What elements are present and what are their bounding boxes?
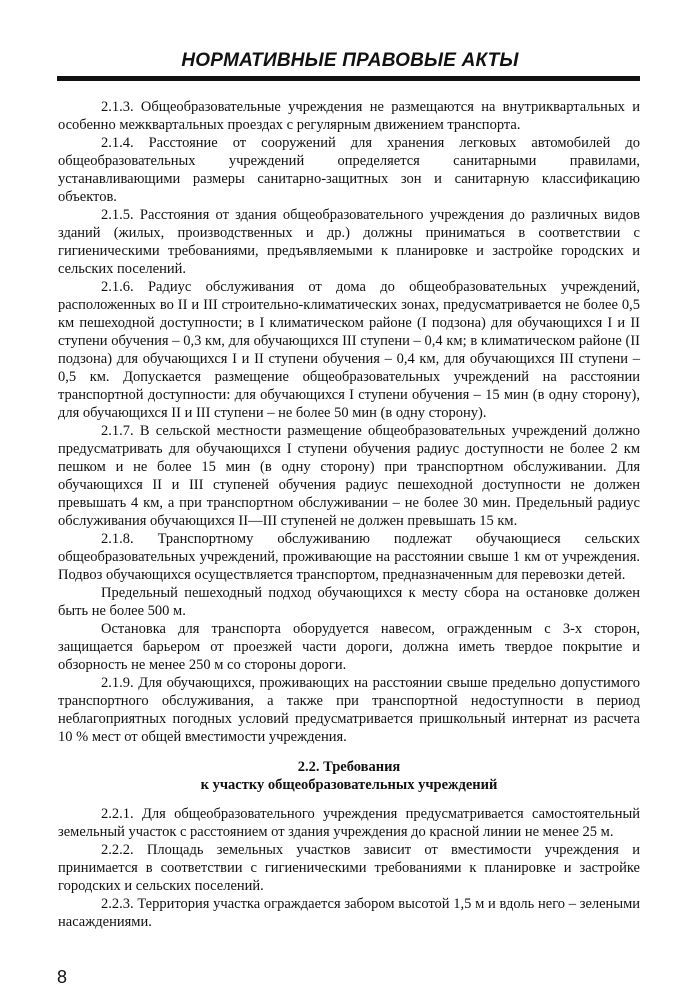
paragraph-2-2-3: 2.2.3. Территория участка ограждается забором высотой 1,5 м и вдоль него – зелеными насаждениями. xyxy=(58,896,640,930)
paragraph-2-1-3: 2.1.3. Общеобразовательные учреждения не размещаются на внутриквартальных и особенно межквартальных проездах с регулярным движением транспорта. xyxy=(58,99,640,133)
paragraph-2-2-1: 2.2.1. Для общеобразовательного учреждения предусматривается самостоятельный земельный участок с расстоянием от здания учреждения до красной линии не менее 25 м. xyxy=(58,806,640,840)
paragraph-2-2-2: 2.2.2. Площадь земельных участков зависит от вместимости учреждения и принимается в соответствии с гигиеническими требованиями к планировке и застройке городских и сельских поселений. xyxy=(58,842,640,894)
section-heading-2-2 xyxy=(58,758,640,794)
paragraph-2-1-9: 2.1.9. Для обучающихся, проживающих на расстоянии свыше предельно допустимого транспортного обслуживания, а также при транспортной недоступности в период неблагоприятных погодных условий предусматривается пришкольный интернат из расчета 10 % мест от общей вместимости учреждения. xyxy=(58,675,640,745)
paragraph-bus-stop: Остановка для транспорта оборудуется навесом, огражденным с 3-х сторон, защищается барьером от проезжей части дороги, должна иметь твердое покрытие и обзорность не менее 250 м со стороны дороги. xyxy=(58,621,640,673)
page-number: 8 xyxy=(57,967,68,987)
header-rule xyxy=(57,76,640,81)
paragraph-walking-distance: Предельный пешеходный подход обучающихся к месту сбора на остановке должен быть не более 500 м. xyxy=(58,585,640,619)
section-heading-line2: к участку общеобразовательных учреждений xyxy=(200,777,498,793)
document-body xyxy=(58,98,640,931)
paragraph-2-1-6: 2.1.6. Радиус обслуживания от дома до общеобразовательных учреждений, расположенных во II и III строительно-климатических зонах, предусматривается не более 0,5 км пешеходной доступности; в I климатическом районе (I подзона) для обучающихся I и II ступени обучения – 0,3 км, для обучающихся III ступени – 0,4 км; в климатическом районе (II подзона) для обучающихся I и II ступени обучения – 0,4 км, для обучающихся III ступени – 0,5 км. Допускается размещение общеобразовательных учреждений на расстоянии транспортной доступности: для обучающихся I ступени обучения – 15 мин (в одну сторону), для обучающихся II и III ступени – не более 50 мин (в одну сторону). xyxy=(58,279,640,421)
paragraph-2-1-5: 2.1.5. Расстояния от здания общеобразовательного учреждения до различных видов зданий (жилых, производственных и др.) должны приниматься в соответствии с гигиеническими требованиями, предъявляемыми к планировке и застройке городских и сельских поселений. xyxy=(58,207,640,277)
running-header-title: НОРМАТИВНЫЕ ПРАВОВЫЕ АКТЫ xyxy=(181,50,519,71)
section-heading-line1: 2.2. Требования xyxy=(297,759,401,775)
paragraph-2-1-4: 2.1.4. Расстояние от сооружений для хранения легковых автомобилей до общеобразовательных учреждений определяется санитарными правилами, устанавливающими размеры санитарно-защитных зон и санитарную классификацию объектов. xyxy=(58,135,640,205)
paragraph-2-1-8: 2.1.8. Транспортному обслуживанию подлежат обучающиеся сельских общеобразовательных учреждений, проживающие на расстоянии свыше 1 км от учреждения. Подвоз обучающихся осуществляется транспортом, предназначенным для перевозки детей. xyxy=(58,531,640,583)
paragraph-2-1-7: 2.1.7. В сельской местности размещение общеобразовательных учреждений должно предусматривать для обучающихся I ступени обучения радиус доступности не более 2 км пешком и не более 15 мин (в одну сторону) при транспортном обслуживании. Для обучающихся II и III ступеней обучения радиус пешеходной доступности не должен превышать 4 км, а при транспортном обслуживании – не более 30 мин. Предельный радиус обслуживания обучающихся II—III ступеней не должен превышать 15 км. xyxy=(58,423,640,529)
